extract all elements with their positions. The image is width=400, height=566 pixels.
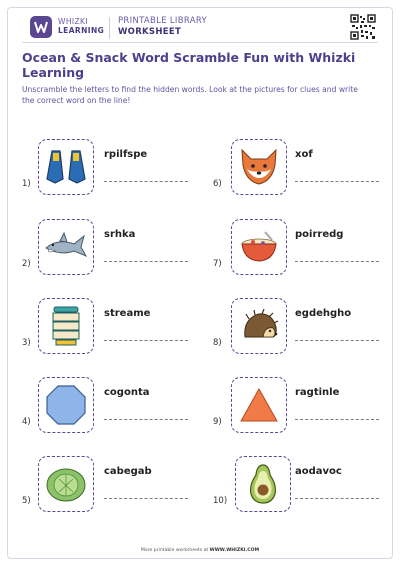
item-number: 5) bbox=[22, 496, 31, 506]
puzzle-item-8 bbox=[213, 298, 383, 368]
item-number: 9) bbox=[213, 417, 222, 427]
scrambled-word: cabegab bbox=[104, 466, 152, 477]
puzzle-item-10 bbox=[213, 456, 383, 526]
item-number: 2) bbox=[22, 259, 31, 269]
puzzle-item-1 bbox=[22, 139, 192, 209]
answer-line[interactable] bbox=[104, 340, 188, 341]
answer-line[interactable] bbox=[295, 340, 379, 341]
scrambled-word: poirredg bbox=[295, 229, 344, 240]
puzzle-item-4 bbox=[22, 377, 192, 447]
header-rule bbox=[22, 42, 378, 43]
footer-prefix: More printable worksheets at bbox=[140, 548, 209, 553]
header-divider bbox=[109, 17, 110, 39]
scrambled-word: rpilfspe bbox=[104, 149, 148, 160]
puzzle-item-7 bbox=[213, 219, 383, 289]
footer bbox=[0, 548, 400, 553]
brand-line-2: LEARNING bbox=[58, 26, 105, 35]
item-number: 8) bbox=[213, 338, 222, 348]
shark-icon bbox=[38, 219, 94, 275]
scrambled-word: srhka bbox=[104, 229, 136, 240]
puzzle-item-5 bbox=[22, 456, 192, 526]
footer-site-link[interactable]: WWW.WHIZKI.COM bbox=[209, 548, 260, 553]
instructions: Unscramble the letters to find the hidden words. Look at the pictures for clues and write the correct word on the line! bbox=[22, 85, 358, 105]
avocado-icon bbox=[235, 456, 291, 512]
answer-line[interactable] bbox=[295, 181, 379, 182]
item-number: 10) bbox=[213, 496, 228, 506]
puzzle-item-6 bbox=[213, 139, 383, 209]
scrambled-word: aodavoc bbox=[295, 466, 342, 477]
brand-line-1: WHIZKI bbox=[58, 17, 88, 26]
cabbage-icon bbox=[38, 456, 94, 512]
triangle-icon bbox=[231, 377, 287, 433]
answer-line[interactable] bbox=[295, 498, 379, 499]
puzzle-item-9 bbox=[213, 377, 383, 447]
scrambled-word: xof bbox=[295, 149, 313, 160]
fox-icon bbox=[231, 139, 287, 195]
header bbox=[22, 14, 378, 44]
answer-line[interactable] bbox=[104, 419, 188, 420]
hedgehog-icon bbox=[231, 298, 287, 354]
library-label: PRINTABLE LIBRARY bbox=[118, 16, 207, 26]
porridge-icon bbox=[231, 219, 287, 275]
scrambled-word: egdehgho bbox=[295, 308, 352, 319]
scrambled-word: ragtinle bbox=[295, 387, 340, 398]
puzzle-item-2 bbox=[22, 219, 192, 289]
flippers-icon bbox=[38, 139, 94, 195]
octagon-icon bbox=[38, 377, 94, 433]
qr-code-icon[interactable] bbox=[350, 14, 376, 40]
answer-line[interactable] bbox=[104, 181, 188, 182]
answer-line[interactable] bbox=[295, 261, 379, 262]
worksheet-label: WORKSHEET bbox=[118, 27, 182, 37]
puzzle-item-3 bbox=[22, 298, 192, 368]
steamer-icon bbox=[38, 298, 94, 354]
page-title: Ocean & Snack Word Scramble Fun with Whizki Learning bbox=[22, 50, 356, 80]
item-number: 7) bbox=[213, 259, 222, 269]
answer-line[interactable] bbox=[104, 261, 188, 262]
item-number: 6) bbox=[213, 179, 222, 189]
scrambled-word: streame bbox=[104, 308, 151, 319]
answer-line[interactable] bbox=[295, 419, 379, 420]
brand-name bbox=[58, 17, 104, 35]
answer-line[interactable] bbox=[104, 498, 188, 499]
scrambled-word: cogonta bbox=[104, 387, 150, 398]
whizki-logo-icon bbox=[30, 16, 52, 38]
item-number: 1) bbox=[22, 179, 31, 189]
item-number: 3) bbox=[22, 338, 31, 348]
item-number: 4) bbox=[22, 417, 31, 427]
